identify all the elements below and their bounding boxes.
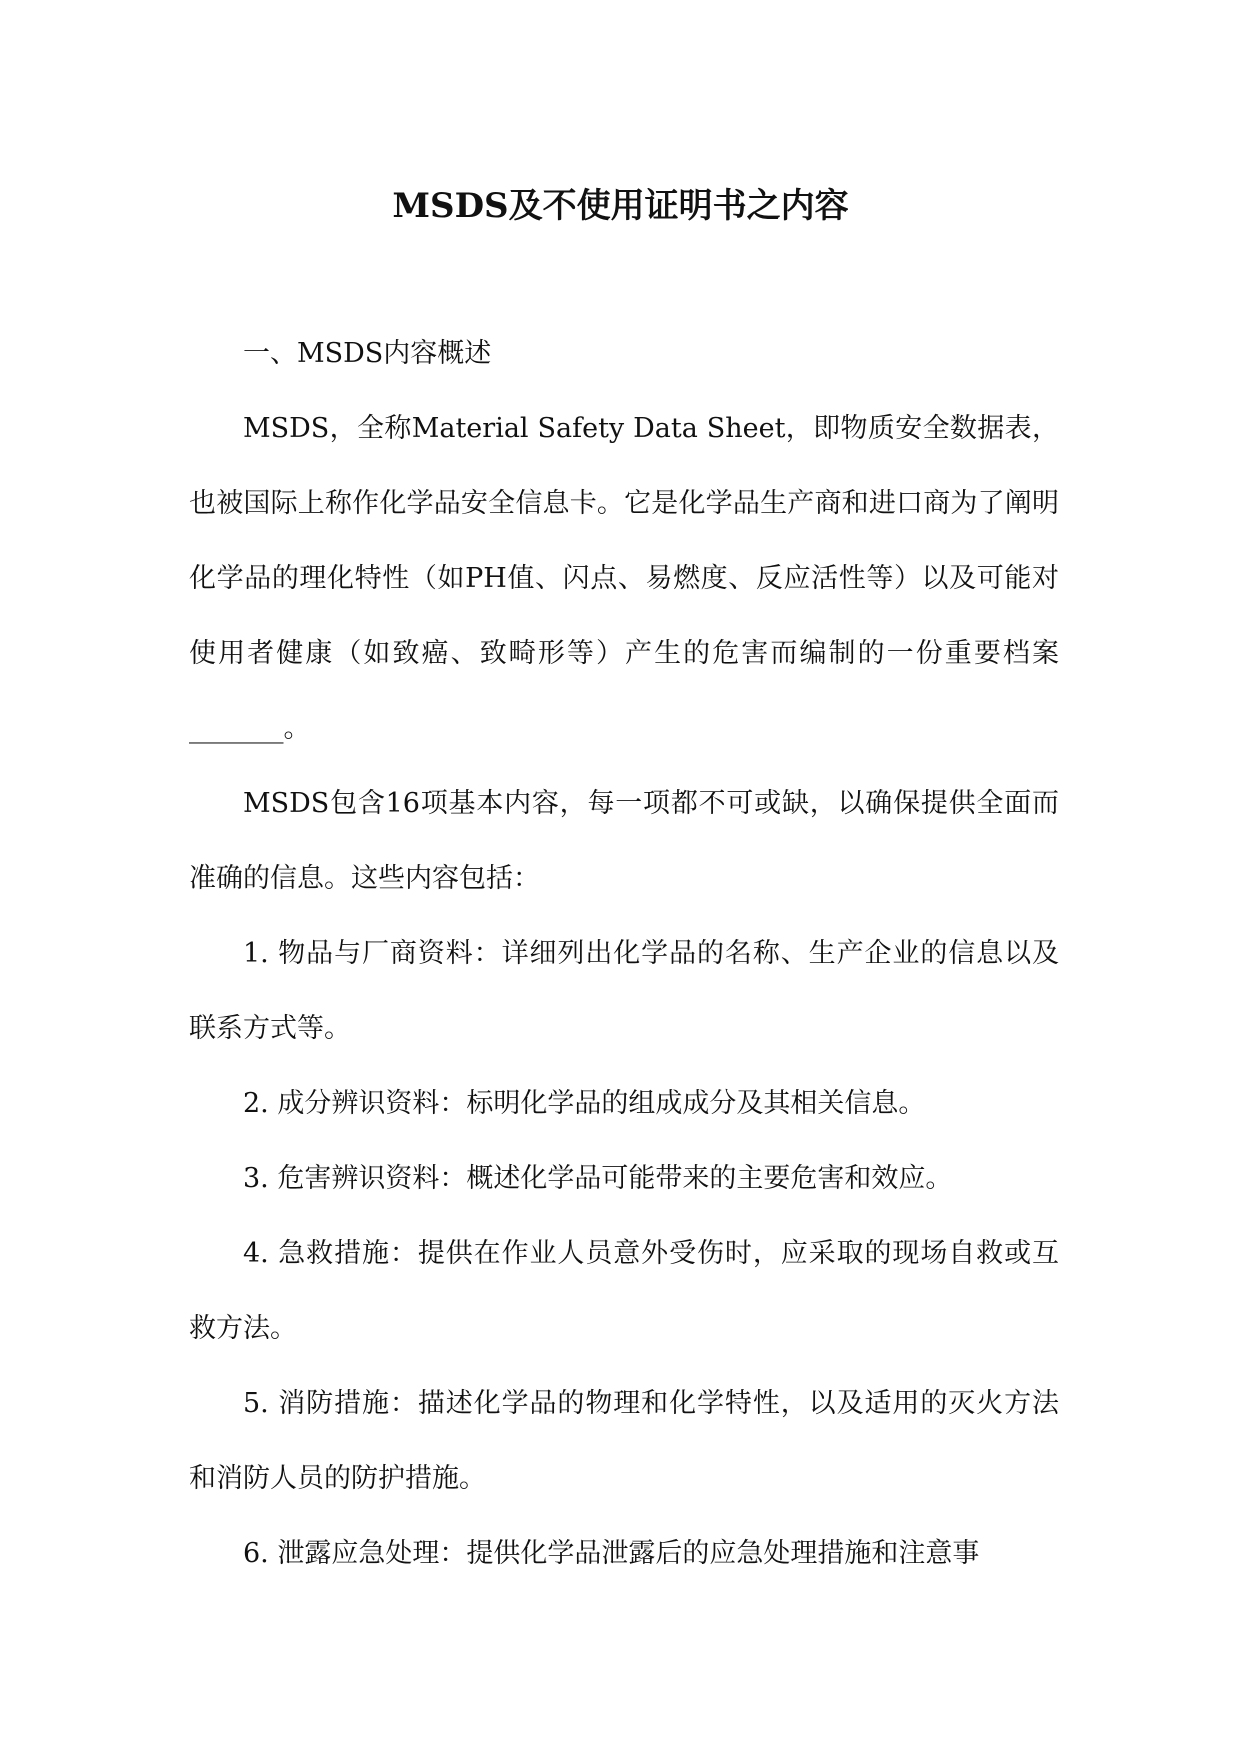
paragraph-msds-definition: MSDS，全称Material Safety Data Sheet，即物质安全数据表，也被国际上称作化学品安全信息卡。它是化学品生产商和进口商为了阐明化学品的理化特性（如PH值、闪点、易燃度、反应活性等）以及可能对使用者健康（如致癌、致畸形等）产生的危害而编制的一份重要档案_______。 bbox=[189, 413, 1059, 744]
list-item-1: 1. 物品与厂商资料：详细列出化学品的名称、生产企业的信息以及联系方式等。 bbox=[189, 938, 1059, 1044]
document-body bbox=[189, 316, 1059, 1591]
list-item-2: 2. 成分辨识资料：标明化学品的组成成分及其相关信息。 bbox=[243, 1088, 926, 1119]
list-item-6: 6. 泄露应急处理：提供化学品泄露后的应急处理措施和注意事 bbox=[243, 1538, 980, 1569]
paragraph-msds-contents-intro: MSDS包含16项基本内容，每一项都不可或缺，以确保提供全面而准确的信息。这些内容包括： bbox=[189, 788, 1059, 894]
document-title: MSDS及不使用证明书之内容 bbox=[392, 186, 849, 226]
section-heading: 一、MSDS内容概述 bbox=[243, 338, 492, 369]
list-item-4: 4. 急救措施：提供在作业人员意外受伤时，应采取的现场自救或互救方法。 bbox=[189, 1238, 1059, 1344]
list-item-5: 5. 消防措施：描述化学品的物理和化学特性，以及适用的灭火方法和消防人员的防护措施。 bbox=[189, 1388, 1059, 1494]
list-item-3: 3. 危害辨识资料：概述化学品可能带来的主要危害和效应。 bbox=[243, 1163, 953, 1194]
